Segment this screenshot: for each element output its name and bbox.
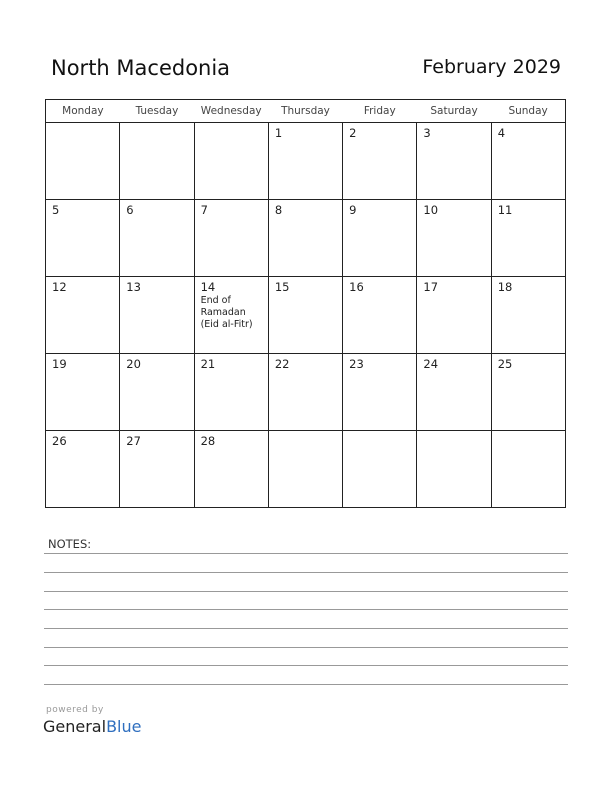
notes-line (44, 647, 568, 648)
day-number: 19 (52, 357, 67, 371)
calendar-day-cell (268, 123, 342, 200)
calendar-day-cell (268, 200, 342, 277)
notes-line (44, 684, 568, 685)
calendar-day-cell (120, 277, 194, 354)
calendar-day-cell (417, 431, 491, 508)
calendar-day-cell (194, 277, 268, 354)
calendar-day-cell (46, 431, 120, 508)
calendar-day-cell (268, 354, 342, 431)
calendar-day-cell (343, 354, 417, 431)
calendar-day-cell (120, 123, 194, 200)
calendar-day-cell (491, 123, 565, 200)
day-number: 24 (423, 357, 439, 371)
day-number: 3 (423, 126, 431, 140)
notes-line (44, 553, 568, 554)
calendar-day-cell (268, 277, 342, 354)
day-number: 11 (497, 203, 513, 217)
day-number: 1 (274, 126, 283, 140)
country-title: North Macedonia (51, 56, 231, 80)
notes-line (44, 609, 568, 610)
day-number: 23 (349, 357, 364, 371)
calendar-day-cell (194, 431, 268, 508)
calendar-day-cell (268, 431, 342, 508)
calendar-week-row (46, 431, 566, 508)
notes-line (44, 591, 568, 592)
calendar-day-cell (46, 200, 120, 277)
calendar-day-cell (120, 354, 194, 431)
calendar-day-cell (46, 354, 120, 431)
weekday-monday: Monday (46, 100, 120, 123)
calendar-day-cell (417, 200, 491, 277)
day-number: 9 (349, 203, 357, 217)
weekday-friday: Friday (343, 100, 417, 123)
calendar-week-row (46, 277, 566, 354)
calendar-day-cell (343, 123, 417, 200)
day-number: 22 (274, 357, 290, 371)
calendar-day-cell (491, 354, 565, 431)
day-number: 8 (274, 203, 283, 217)
brand-logo (43, 717, 141, 736)
day-number: 5 (52, 203, 60, 217)
weekday-thursday: Thursday (268, 100, 342, 123)
day-number: 4 (497, 126, 506, 140)
weekday-saturday: Saturday (417, 100, 491, 123)
month-title: February 2029 (422, 56, 561, 78)
notes-label: NOTES: (48, 537, 92, 551)
calendar-day-cell (120, 200, 194, 277)
calendar-day-cell (491, 277, 565, 354)
day-number: 13 (126, 280, 141, 294)
calendar-week-row (46, 200, 566, 277)
day-number: 18 (497, 280, 513, 294)
day-number: 28 (200, 434, 216, 448)
calendar-day-cell (194, 354, 268, 431)
calendar-week-row (46, 354, 566, 431)
day-number: 14 (200, 280, 216, 294)
calendar-day-cell (194, 200, 268, 277)
brand-name-part2: Blue (106, 717, 142, 736)
holiday-label: End of Ramadan (Eid al-Fitr) (200, 295, 253, 330)
calendar-day-cell (343, 277, 417, 354)
calendar-day-cell (417, 354, 491, 431)
notes-line (44, 572, 568, 573)
calendar-day-cell (343, 431, 417, 508)
day-number: 21 (200, 357, 216, 371)
notes-line (44, 665, 568, 666)
day-number: 10 (423, 203, 439, 217)
calendar-day-cell (46, 123, 120, 200)
calendar-day-cell (491, 200, 565, 277)
day-number: 25 (497, 357, 513, 371)
day-number: 12 (52, 280, 67, 294)
weekday-sunday: Sunday (491, 100, 565, 123)
powered-by-text: powered by (46, 705, 104, 715)
weekday-header-row (46, 100, 566, 123)
calendar-day-cell (417, 123, 491, 200)
day-number: 7 (200, 203, 208, 217)
calendar-week-row (46, 123, 566, 200)
calendar-grid (45, 99, 566, 508)
calendar-day-cell (491, 431, 565, 508)
weekday-tuesday: Tuesday (120, 100, 194, 123)
day-number: 17 (423, 280, 439, 294)
calendar-day-cell (46, 277, 120, 354)
calendar-day-cell (194, 123, 268, 200)
day-number: 15 (274, 280, 290, 294)
day-number: 20 (126, 357, 141, 371)
brand-name-part1: General (43, 717, 107, 736)
calendar-day-cell (417, 277, 491, 354)
calendar-day-cell (343, 200, 417, 277)
day-number: 6 (126, 203, 134, 217)
day-number: 2 (349, 126, 357, 140)
calendar-body (46, 123, 566, 508)
notes-line (44, 628, 568, 629)
day-number: 26 (52, 434, 67, 448)
calendar-day-cell (120, 431, 194, 508)
weekday-wednesday: Wednesday (194, 100, 268, 123)
day-number: 27 (126, 434, 141, 448)
day-number: 16 (349, 280, 364, 294)
